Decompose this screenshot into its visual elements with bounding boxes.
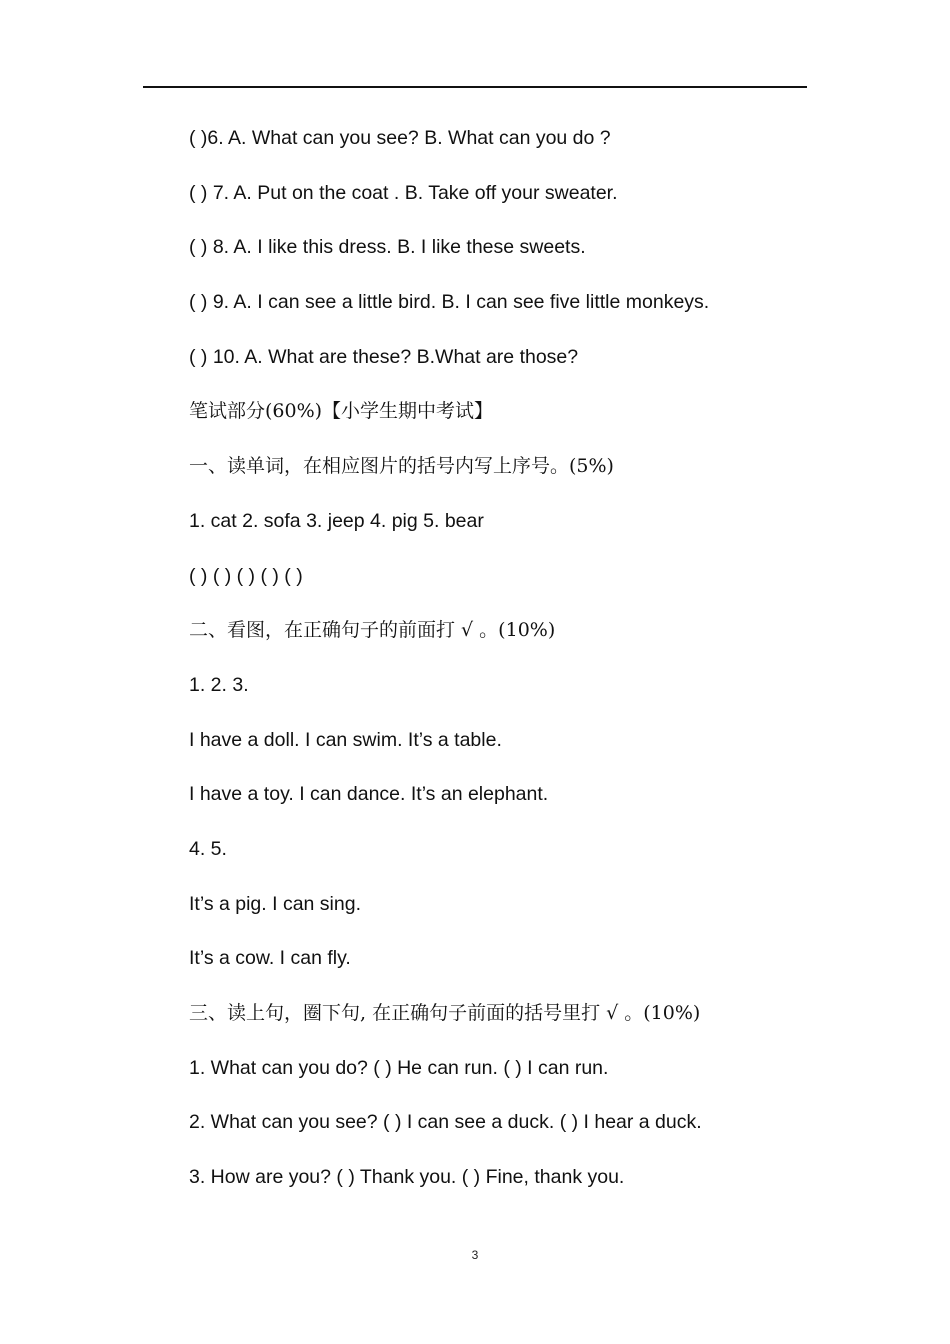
part-2-sentence-row-1: I have a doll. I can swim. It’s a table. — [189, 728, 502, 751]
question-7: ( ) 7. A. Put on the coat . B. Take off your sweater. — [189, 181, 618, 204]
part-3-question-2: 2. What can you see? ( ) I can see a duck. ( ) I hear a duck. — [189, 1111, 702, 1134]
part-2-instruction: 二、看图，在正确句子的前面打 √ 。(10%) — [189, 619, 556, 642]
question-6: ( )6. A. What can you see? B. What can you do ? — [189, 127, 611, 149]
part-2-picture-numbers-4-5: 4. 5. — [189, 837, 227, 860]
document-body — [189, 118, 829, 1212]
part-3-instruction: 三、读上句，圈下句, 在正确句子前面的括号里打 √ 。(10%) — [189, 1002, 701, 1024]
page-number: 3 — [471, 1248, 479, 1262]
part-3-question-3: 3. How are you? ( ) Thank you. ( ) Fine, thank you. — [189, 1166, 625, 1189]
written-section-heading: 笔试部分(60%)【小学生期中考试】 — [189, 400, 494, 423]
part-2-sentence-row-3: It’s a pig. I can sing. — [189, 892, 361, 915]
part-1-answer-brackets: ( ) ( ) ( ) ( ) ( ) — [189, 564, 303, 587]
part-2-sentence-row-4: It’s a cow. I can fly. — [189, 947, 351, 970]
part-1-instruction: 一、读单词，在相应图片的括号内写上序号。(5%) — [189, 455, 614, 478]
question-10: ( ) 10. A. What are these? B.What are those? — [189, 345, 579, 368]
part-1-word-list: 1. cat 2. sofa 3. jeep 4. pig 5. bear — [189, 509, 484, 532]
part-2-picture-numbers-1-3: 1. 2. 3. — [189, 673, 249, 696]
question-9: ( ) 9. A. I can see a little bird. B. I can see five little monkeys. — [189, 291, 710, 314]
header-rule — [143, 86, 807, 88]
part-3-question-1: 1. What can you do? ( ) He can run. ( ) I can run. — [189, 1056, 609, 1079]
question-8: ( ) 8. A. I like this dress. B. I like these sweets. — [189, 236, 586, 259]
part-2-sentence-row-2: I have a toy. I can dance. It’s an elephant. — [189, 783, 549, 806]
